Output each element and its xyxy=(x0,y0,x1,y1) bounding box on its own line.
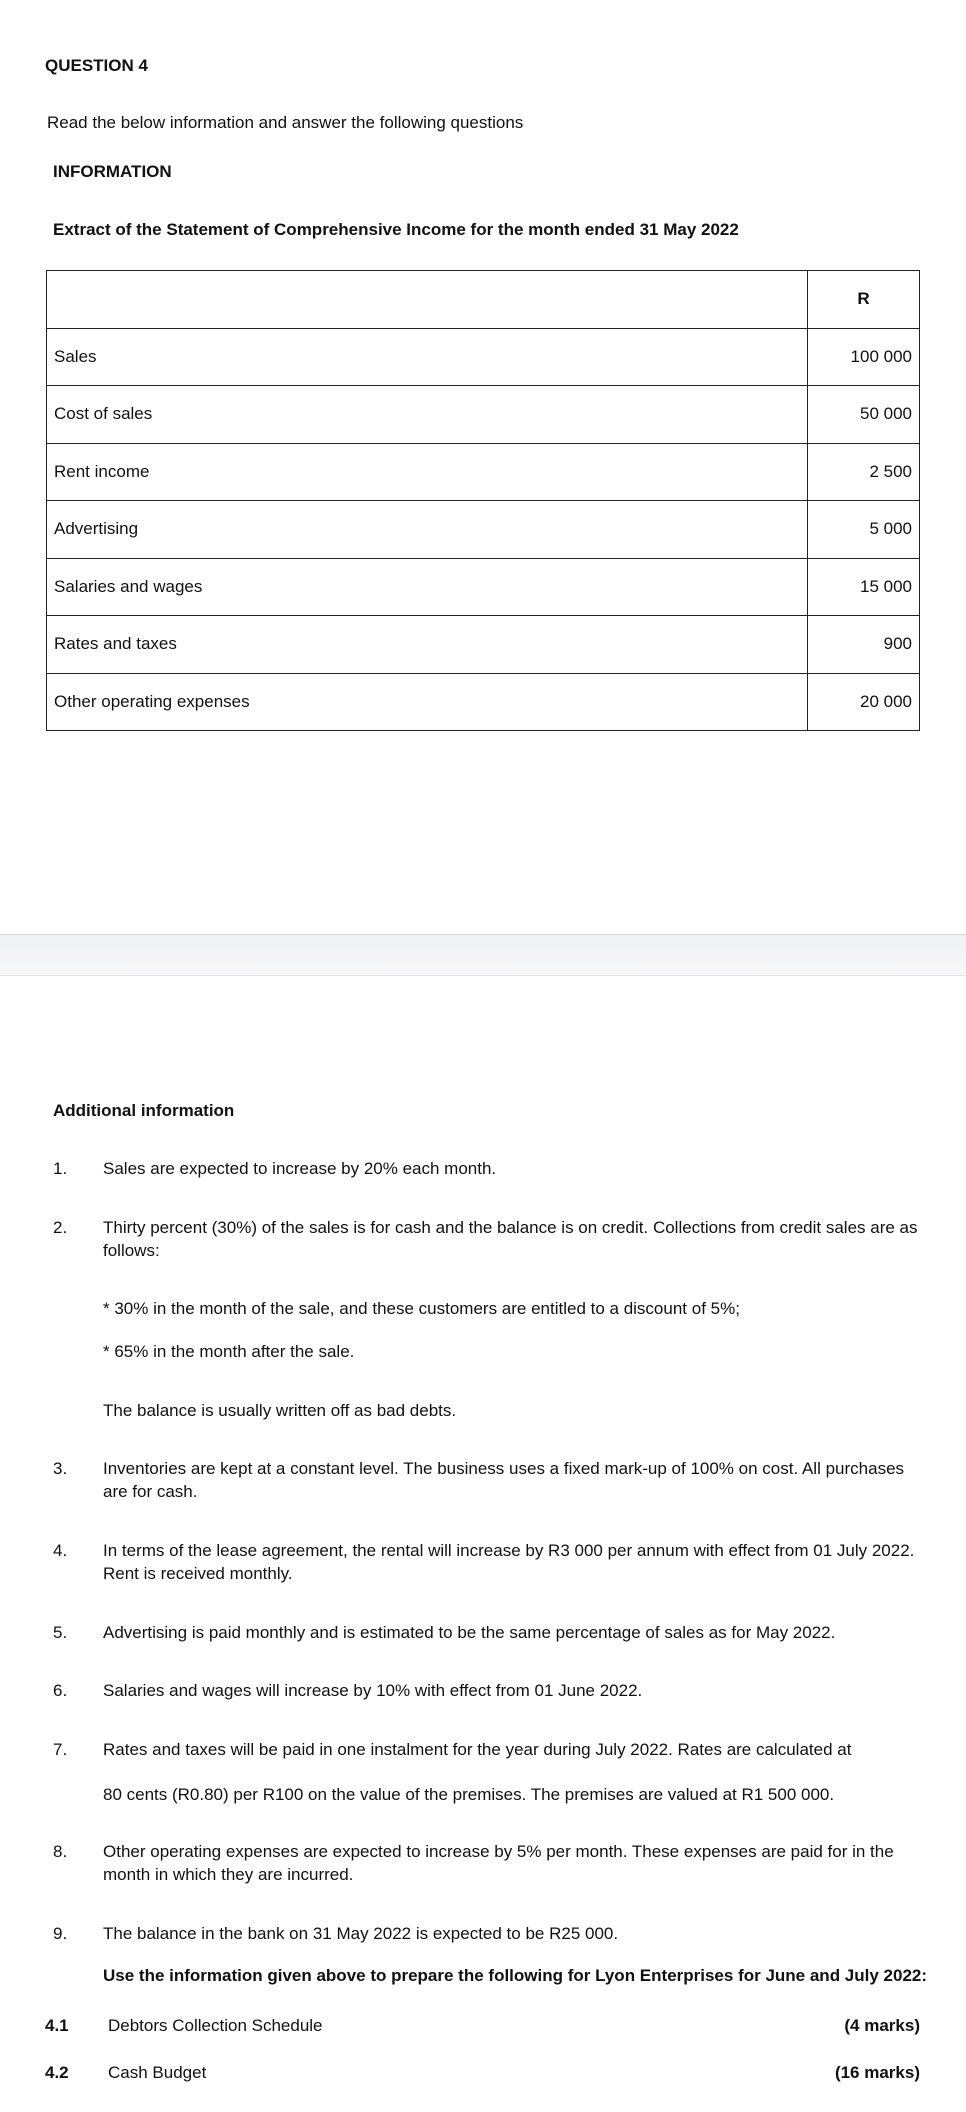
income-statement-table xyxy=(46,270,920,731)
table-row xyxy=(47,328,920,386)
row-amount: 5 000 xyxy=(808,501,920,559)
task-marks: (16 marks) xyxy=(834,2063,920,2082)
task-label: Cash Budget xyxy=(108,2063,207,2082)
row-label: Rent income xyxy=(47,443,808,501)
item-number: 2. xyxy=(53,1218,68,1237)
row-amount: 50 000 xyxy=(808,386,920,444)
task-marks: (4 marks) xyxy=(844,2016,920,2035)
row-label: Other operating expenses xyxy=(47,673,808,731)
additional-info-heading: Additional information xyxy=(53,1101,235,1120)
information-heading: INFORMATION xyxy=(53,162,172,181)
bullet-item: * 30% in the month of the sale, and these customers are entitled to a discount of 5%; xyxy=(103,1299,740,1318)
item-number: 7. xyxy=(53,1740,68,1759)
item-number: 9. xyxy=(53,1924,68,1943)
item-text: Inventories are kept at a constant level. The business uses a fixed mark-up of 100% on cost. All purchases are for cash. xyxy=(103,1459,905,1501)
item-text: Advertising is paid monthly and is estimated to be the same percentage of sales as for May 2022. xyxy=(103,1623,836,1642)
item-number: 5. xyxy=(53,1623,68,1642)
extract-title: Extract of the Statement of Comprehensive Income for the month ended 31 May 2022 xyxy=(53,220,739,239)
row-label: Rates and taxes xyxy=(47,616,808,674)
task-number: 4.2 xyxy=(45,2063,69,2082)
row-label: Sales xyxy=(47,328,808,386)
row-label: Advertising xyxy=(47,501,808,559)
currency-header: R xyxy=(808,271,920,329)
row-amount: 100 000 xyxy=(808,328,920,386)
header-empty-cell xyxy=(47,271,808,329)
page-gap xyxy=(0,935,966,976)
item-number: 4. xyxy=(53,1541,68,1560)
task-number: 4.1 xyxy=(45,2016,69,2035)
item-text: Thirty percent (30%) of the sales is for cash and the balance is on credit. Collections from credit sales are as follows: xyxy=(103,1218,918,1260)
table-row xyxy=(47,673,920,731)
bullet-item: * 65% in the month after the sale. xyxy=(103,1342,355,1361)
item-number: 8. xyxy=(53,1842,68,1861)
item-text: Sales are expected to increase by 20% each month. xyxy=(103,1159,497,1178)
table-row xyxy=(47,386,920,444)
item-continuation: 80 cents (R0.80) per R100 on the value of the premises. The premises are valued at R1 500 000. xyxy=(103,1785,835,1804)
item-text: Salaries and wages will increase by 10% with effect from 01 June 2022. xyxy=(103,1681,643,1700)
table-header-row xyxy=(47,271,920,329)
table-row xyxy=(47,443,920,501)
item-number: 6. xyxy=(53,1681,68,1700)
row-label: Cost of sales xyxy=(47,386,808,444)
table-row xyxy=(47,501,920,559)
item-number: 1. xyxy=(53,1159,68,1178)
task-label: Debtors Collection Schedule xyxy=(108,2016,323,2035)
item-note: The balance is usually written off as bad debts. xyxy=(103,1401,457,1420)
row-amount: 2 500 xyxy=(808,443,920,501)
intro-text: Read the below information and answer the following questions xyxy=(47,113,524,132)
item-text: Other operating expenses are expected to increase by 5% per month. These expenses are paid for in the month in which they are incurred. xyxy=(103,1842,894,1884)
question-title: QUESTION 4 xyxy=(45,56,148,75)
item-text: The balance in the bank on 31 May 2022 is expected to be R25 000. xyxy=(103,1924,619,1943)
instruction-text: Use the information given above to prepare the following for Lyon Enterprises for June and July 2022: xyxy=(103,1966,928,1985)
item-number: 3. xyxy=(53,1459,68,1478)
table-row xyxy=(47,616,920,674)
item-text: In terms of the lease agreement, the rental will increase by R3 000 per annum with effect from 01 July 2022. Rent is received monthly. xyxy=(103,1541,915,1583)
item-text: Rates and taxes will be paid in one instalment for the year during July 2022. Rates are calculated at xyxy=(103,1740,852,1759)
row-label: Salaries and wages xyxy=(47,558,808,616)
row-amount: 20 000 xyxy=(808,673,920,731)
table-row xyxy=(47,558,920,616)
row-amount: 900 xyxy=(808,616,920,674)
row-amount: 15 000 xyxy=(808,558,920,616)
